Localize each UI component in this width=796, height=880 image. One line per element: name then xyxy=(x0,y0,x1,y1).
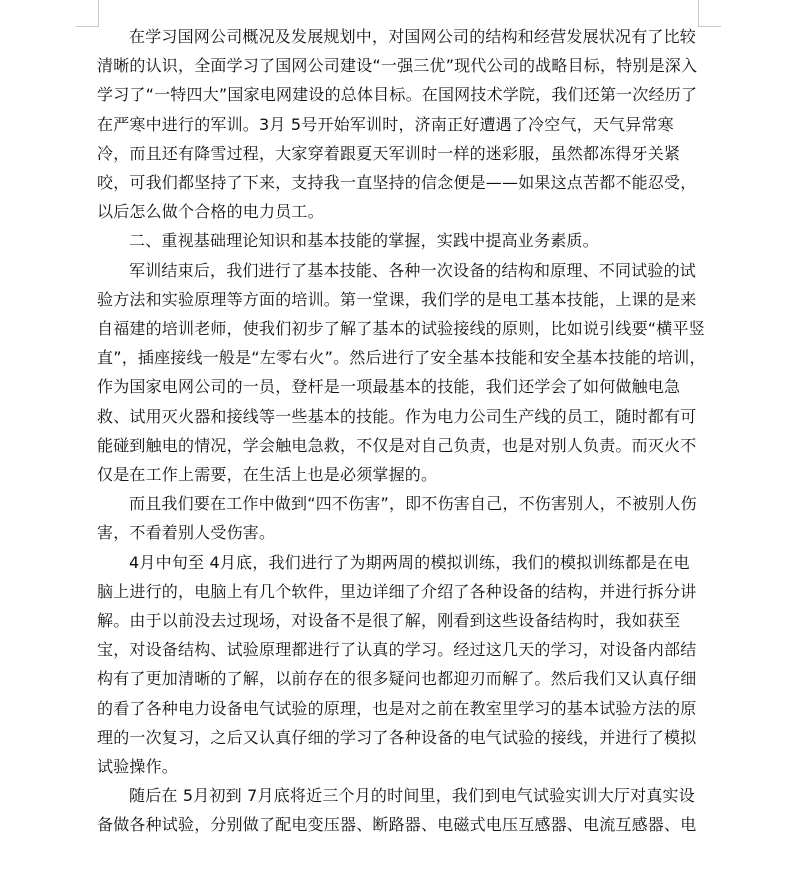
text-line: 军训结束后，我们进行了基本技能、各种一次设备的结构和原理、不同试验的试 xyxy=(129,260,697,280)
text-line: 理的一次复习，之后又认真仔细的学习了各种设备的电气试验的接线，并进行了模拟 xyxy=(97,727,697,747)
text-line: 清晰的认识，全面学习了国网公司建设“一强三优”现代公司的战略目标，特别是深入 xyxy=(97,56,698,76)
text-line: 能碰到触电的情况，学会触电急救，不仅是对自己负责，也是对别人负责。而灭火不 xyxy=(97,435,697,455)
crop-mark-top-right xyxy=(698,0,721,27)
text-line: 冷，而且还有降雪过程，大家穿着跟夏天军训时一样的迷彩服，虽然都冻得牙关紧 xyxy=(97,143,681,163)
paragraph-training-overview xyxy=(97,22,697,226)
text-line: 宝，对设备结构、试验原理都进行了认真的学习。经过这几天的学习，对设备内部结 xyxy=(97,640,697,660)
text-line: 随后在 5月初到 7月底将近三个月的时间里，我们到电气试验实训大厅对真实设 xyxy=(129,786,695,806)
paragraph-practical-testing xyxy=(97,781,697,839)
text-line: 构有了更加清晰的了解，以前存在的很多疑问也都迎刃而解了。然后我们又认真仔细 xyxy=(97,669,697,689)
text-line: 脑上进行的，电脑上有几个软件，里边详细了介绍了各种设备的结构，并进行拆分讲 xyxy=(97,581,697,601)
document-body xyxy=(97,22,706,840)
text-line: 试验操作。 xyxy=(97,757,179,777)
text-line: 仅是在工作上需要，在生活上也是必须掌握的。 xyxy=(97,465,438,485)
paragraph-four-no-harm xyxy=(97,489,697,547)
text-line: 咬，可我们都坚持了下来，支持我一直坚持的信念便是——如果这点苦都不能忍受， xyxy=(97,173,697,193)
text-line: 害，不看着别人受伤害。 xyxy=(97,523,276,543)
text-line: 以后怎么做个合格的电力员工。 xyxy=(97,202,324,222)
section-heading xyxy=(97,226,697,255)
text-line: 学习了“一特四大”国家电网建设的总体目标。在国网技术学院，我们还第一次经历了 xyxy=(97,85,698,105)
text-line: 备做各种试验，分别做了配电变压器、断路器、电磁式电压互感器、电流互感器、电 xyxy=(97,815,697,835)
text-line: 在学习国网公司概况及发展规划中，对国网公司的结构和经营发展状况有了比较 xyxy=(129,27,697,46)
text-line: 救、试用灭火器和接线等一些基本的技能。作为电力公司生产线的员工，随时都有可 xyxy=(97,406,697,426)
text-line: 自福建的培训老师，使我们初步了解了基本的试验接线的原则，比如说引线要“横平竖 xyxy=(97,319,705,339)
text-line: 解。由于以前没去过现场，对设备不是很了解，刚看到这些设备结构时，我如获至 xyxy=(97,611,681,631)
paragraph-simulation-training xyxy=(97,548,697,782)
text-line: 而且我们要在工作中做到“四不伤害”，即不伤害自己，不伤害别人，不被别人伤 xyxy=(129,494,697,514)
text-line: 在严寒中进行的军训。3月 5号开始军训时，济南正好遭遇了冷空气，天气异常寒 xyxy=(97,114,674,134)
heading-line: 二、重视基础理论知识和基本技能的掌握，实践中提高业务素质。 xyxy=(129,231,599,251)
text-line: 直”，插座接线一般是“左零右火”。然后进行了安全基本技能和安全基本技能的培训， xyxy=(97,348,706,368)
paragraph-basic-skills xyxy=(97,256,706,490)
text-line: 的看了各种电力设备电气试验的原理，也是对之前在教室里学习的基本试验方法的原 xyxy=(97,698,697,718)
text-line: 4月中旬至 4月底，我们进行了为期两周的模拟训练，我们的模拟训练都是在电 xyxy=(129,552,690,572)
crop-mark-top-left xyxy=(76,0,99,27)
text-line: 验方法和实验原理等方面的培训。第一堂课，我们学的是电工基本技能，上课的是来 xyxy=(97,289,697,309)
text-line: 作为国家电网公司的一员，登杆是一项最基本的技能，我们还学会了如何做触电急 xyxy=(97,377,681,397)
